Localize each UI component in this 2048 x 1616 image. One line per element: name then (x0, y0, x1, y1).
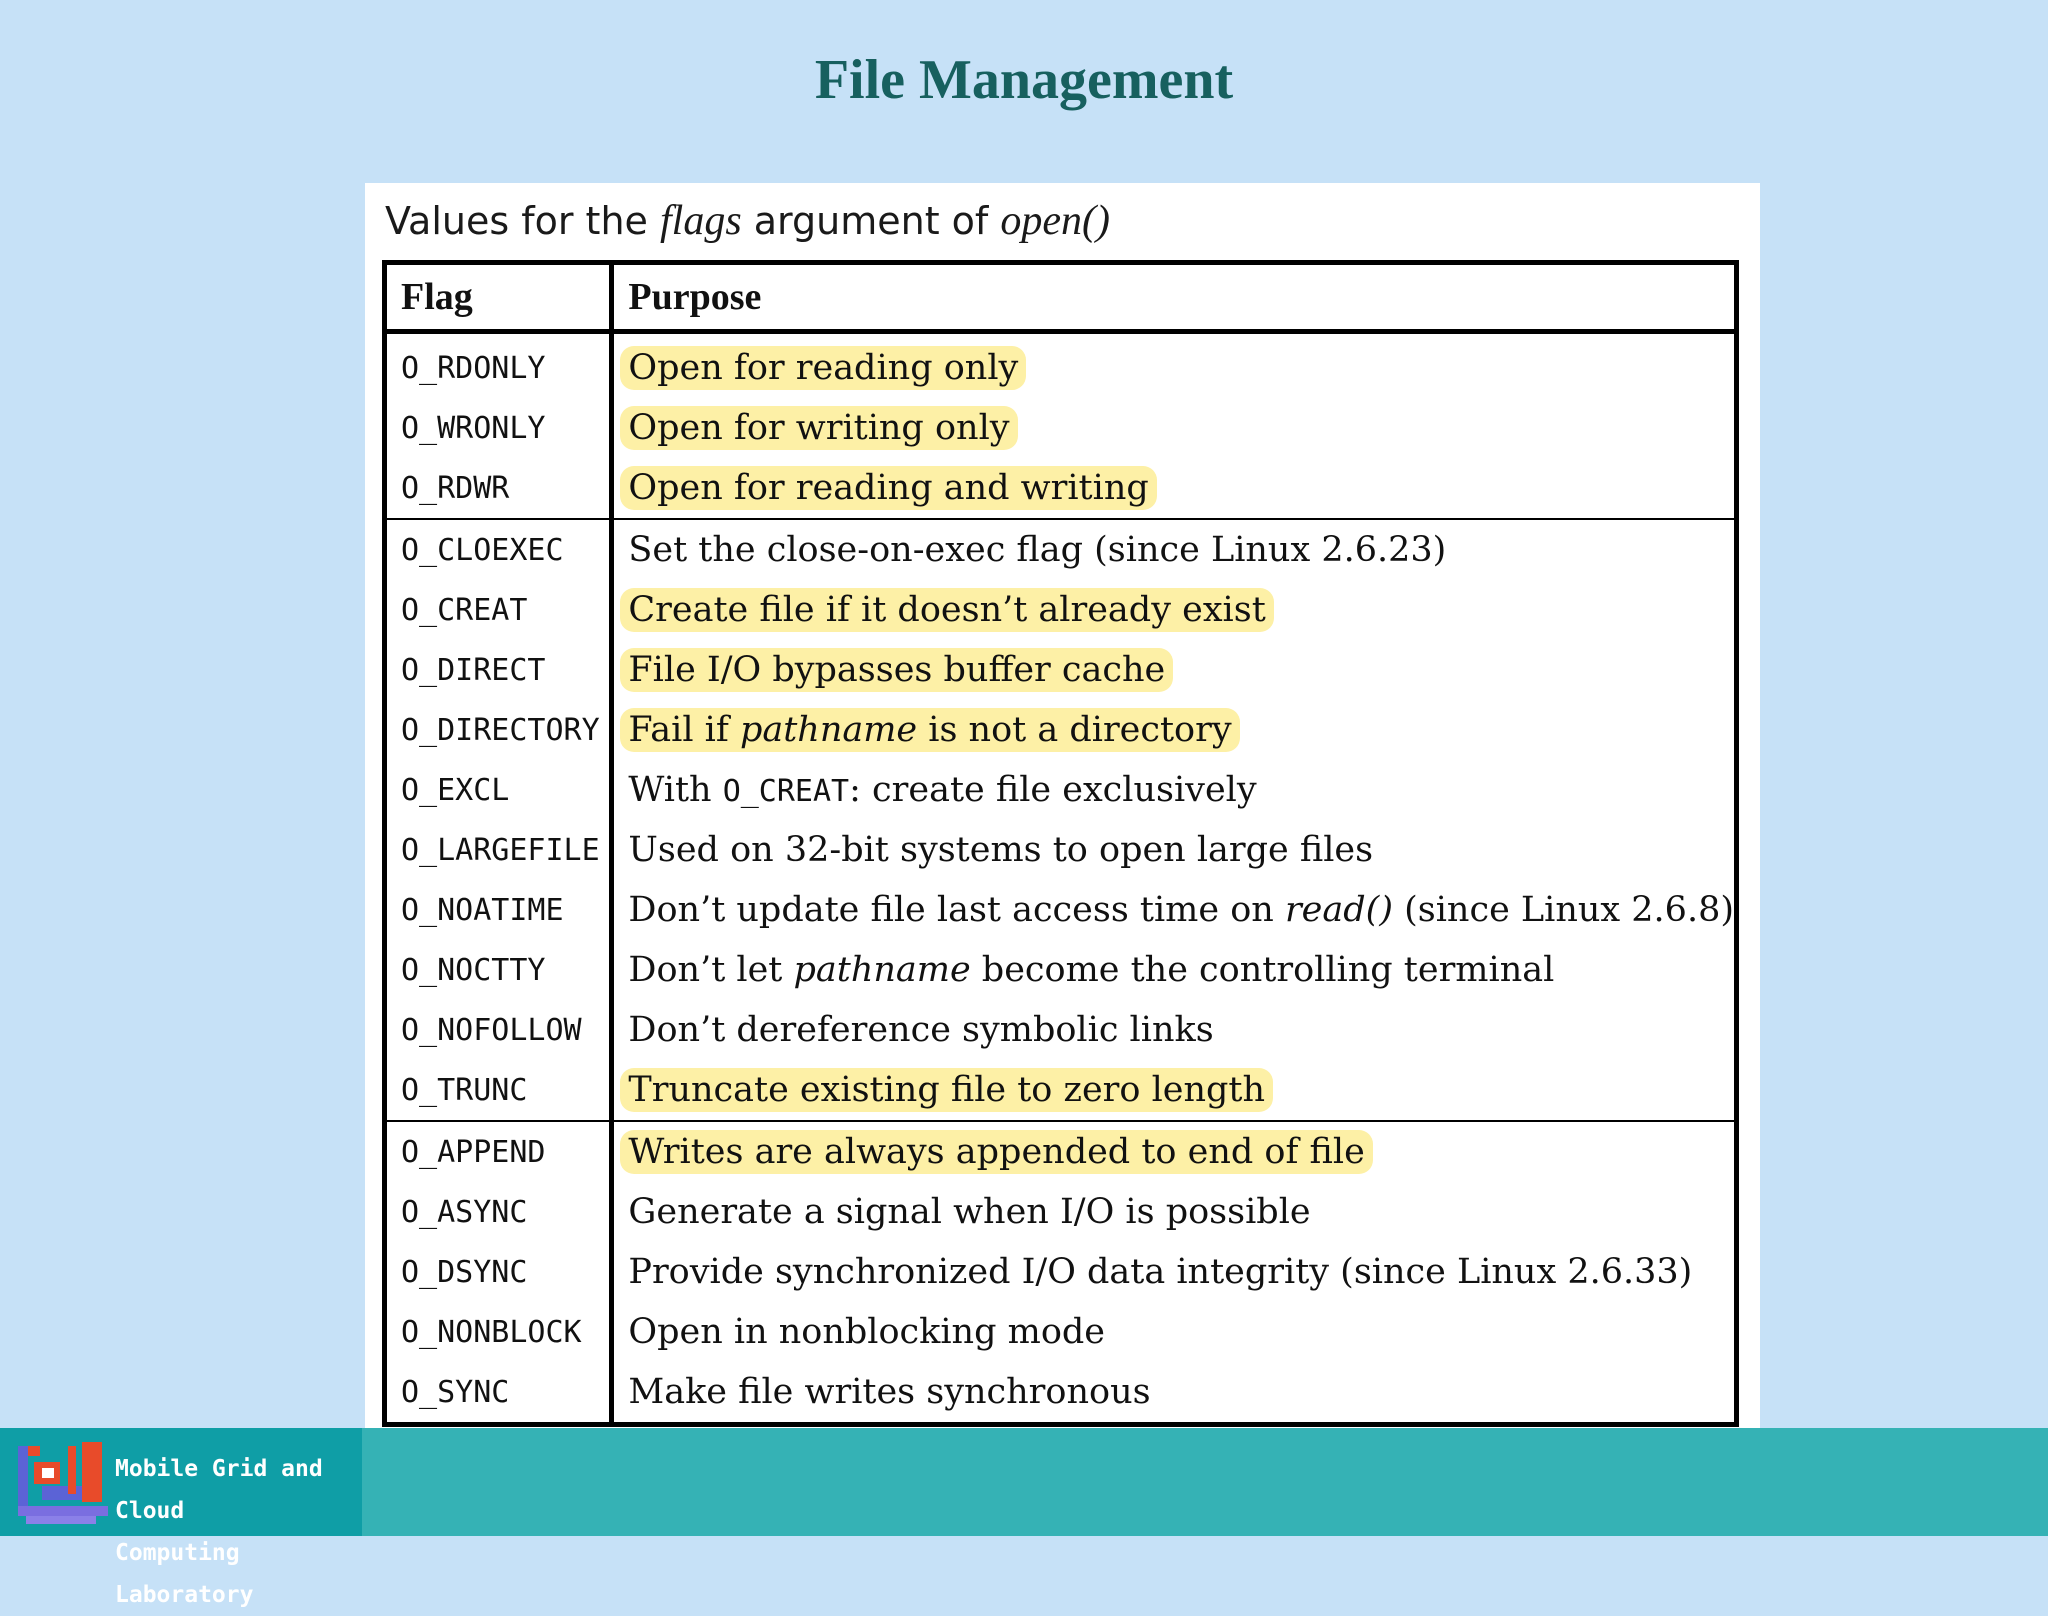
purpose-cell (612, 700, 1737, 760)
caption-middle: argument of (741, 199, 1001, 243)
table-row (385, 940, 1737, 1000)
purpose-italic-term: pathname (739, 710, 918, 750)
table-row (385, 1182, 1737, 1242)
highlighted-text: File I/O bypasses buffer cache (620, 648, 1173, 692)
flag-cell: O_LARGEFILE (385, 820, 612, 880)
header-flag: Flag (385, 263, 612, 332)
footer-bar (0, 1428, 2048, 1608)
purpose-text: is not a directory (917, 710, 1232, 750)
flag-cell: O_DIRECTORY (385, 700, 612, 760)
lab-name (115, 1448, 362, 1616)
flag-cell: O_CLOEXEC (385, 519, 612, 580)
lab-name-line1: Mobile Grid and Cloud (115, 1456, 323, 1524)
purpose-cell: Provide synchronized I/O data integrity (since Linux 2.6.33) (628, 1252, 1693, 1292)
highlighted-text: Open for writing only (620, 406, 1017, 450)
lab-logo (0, 1428, 362, 1608)
purpose-text: Fail if (628, 710, 740, 750)
lab-name-line2: Computing Laboratory (115, 1540, 254, 1608)
flag-cell: O_WRONLY (385, 398, 612, 458)
table-row (385, 880, 1737, 940)
table-row (385, 1362, 1737, 1425)
table-row (385, 398, 1737, 458)
flag-cell: O_DIRECT (385, 640, 612, 700)
table-row (385, 700, 1737, 760)
flag-cell: O_SYNC (385, 1362, 612, 1425)
table-row (385, 1060, 1737, 1121)
purpose-cell (612, 1060, 1737, 1121)
flag-cell: O_DSYNC (385, 1242, 612, 1302)
figure-caption (385, 191, 1110, 251)
table-row (385, 519, 1737, 580)
highlighted-text: Truncate existing file to zero length (620, 1068, 1273, 1112)
table-row (385, 1242, 1737, 1302)
table-header-row (385, 263, 1737, 332)
flag-cell: O_NOATIME (385, 880, 612, 940)
flag-cell: O_CREAT (385, 580, 612, 640)
caption-prefix: Values for the (385, 199, 660, 243)
table-row (385, 458, 1737, 519)
flag-cell: O_NOFOLLOW (385, 1000, 612, 1060)
lab-logo-icon (12, 1428, 122, 1536)
table-row (385, 1000, 1737, 1060)
purpose-cell (612, 940, 1737, 1000)
table-row (385, 820, 1737, 880)
purpose-text: become the controlling terminal (970, 950, 1555, 990)
table-row (385, 640, 1737, 700)
flag-cell: O_EXCL (385, 760, 612, 820)
header-purpose: Purpose (612, 263, 1737, 332)
highlighted-text: Create file if it doesn’t already exist (620, 588, 1273, 632)
purpose-text: (since Linux 2.6.8) (1392, 890, 1734, 930)
purpose-cell: Used on 32-bit systems to open large files (628, 830, 1374, 870)
highlighted-text: Open for reading and writing (620, 466, 1156, 510)
purpose-text: : create file exclusively (849, 770, 1257, 810)
flags-figure (365, 183, 1760, 1428)
table-row (385, 760, 1737, 820)
table-row (385, 580, 1737, 640)
purpose-cell: Generate a signal when I/O is possible (628, 1192, 1311, 1232)
purpose-text: With (628, 770, 723, 810)
purpose-cell (612, 332, 1737, 399)
table-row (385, 332, 1737, 399)
flag-cell: O_NOCTTY (385, 940, 612, 1000)
purpose-italic-term: read() (1284, 890, 1393, 930)
purpose-cell: Don’t dereference symbolic links (628, 1010, 1214, 1050)
purpose-cell (612, 760, 1737, 820)
highlighted-text: Writes are always appended to end of file (620, 1130, 1372, 1174)
table-row (385, 1121, 1737, 1182)
flag-cell: O_ASYNC (385, 1182, 612, 1242)
flag-cell: O_RDONLY (385, 332, 612, 399)
highlighted-text (620, 708, 1239, 752)
highlighted-text: Open for reading only (620, 346, 1026, 390)
caption-function: open() (1000, 198, 1111, 244)
table-row (385, 1302, 1737, 1362)
caption-flags-word: flags (660, 198, 742, 244)
purpose-cell (612, 1121, 1737, 1182)
purpose-cell (612, 640, 1737, 700)
purpose-cell (612, 580, 1737, 640)
flags-table (382, 260, 1739, 1427)
purpose-cell: Open in nonblocking mode (628, 1312, 1106, 1352)
purpose-code-term: O_CREAT (722, 774, 850, 809)
flag-cell: O_NONBLOCK (385, 1302, 612, 1362)
purpose-cell: Make file writes synchronous (628, 1372, 1151, 1412)
purpose-cell: Set the close-on-exec flag (since Linux 2.6.23) (612, 519, 1737, 580)
flag-cell: O_TRUNC (385, 1060, 612, 1121)
flag-cell: O_APPEND (385, 1121, 612, 1182)
purpose-cell (612, 458, 1737, 519)
purpose-cell (612, 398, 1737, 458)
slide-title: File Management (814, 49, 1234, 111)
purpose-cell (612, 880, 1737, 940)
purpose-text: Don’t update file last access time on (628, 890, 1285, 930)
purpose-text: Don’t let (628, 950, 794, 990)
purpose-italic-term: pathname (793, 950, 971, 990)
flag-cell: O_RDWR (385, 458, 612, 519)
